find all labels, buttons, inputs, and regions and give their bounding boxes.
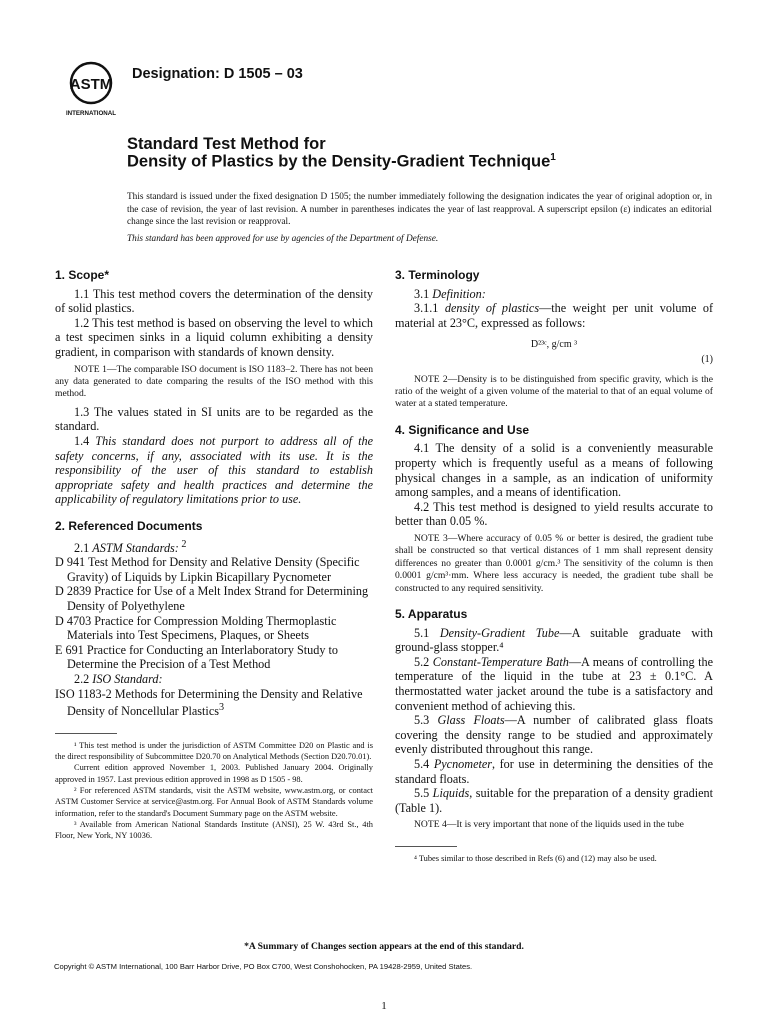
logo-text: ASTM (69, 76, 113, 93)
equation-number: (1) (701, 353, 713, 365)
ref-d941: D 941 Test Method for Density and Relative Density (Specific Gravity) of Liquids by Lipkin Bicapillary Pycnometer (55, 555, 360, 584)
para-1-4-text: This standard does not purport to address all of the safety concerns, if any, associated with its use. It is the responsibility of the user of this standard to establish appropriate safety and health practices and determine the applicability of regulatory limitations prior to use. (55, 433, 374, 507)
page-number: 1 (381, 1000, 387, 1012)
footnote-rule (55, 733, 117, 734)
section-scope-heading: 1. Scope* (55, 268, 110, 282)
para-3-1 (395, 287, 713, 302)
approval-statement: This standard has been approved for use by agencies of the Department of Defense. (127, 234, 439, 244)
ref-d2839: D 2839 Practice for Use of a Melt Index Strand for Determining Density of Polyethylene (55, 584, 369, 613)
section-apparatus-heading: 5. Apparatus (395, 606, 468, 621)
para-1-3: 1.3 The values stated in SI units are to be regarded as the standard. (55, 404, 373, 434)
para-5-1-text: —A suitable graduate with ground-glass stopper.⁴ (395, 625, 713, 655)
para-5-2 (395, 655, 713, 713)
para-3-1-num: 3.1 (414, 286, 433, 301)
section-terminology-heading: 3. Terminology (395, 268, 480, 282)
title-text: Density of Plastics by the Density-Gradient Technique (127, 152, 551, 171)
para-2-1-label: ASTM Standards: (92, 540, 179, 555)
footnote-rule-right (395, 846, 457, 847)
para-3-1-1-term: density of plastics (444, 301, 540, 316)
para-3-1-1 (395, 301, 713, 330)
para-5-1-num: 5.1 (414, 625, 440, 640)
para-2-2-num: 2.2 (74, 671, 93, 686)
title-line-2 (127, 152, 556, 172)
note-1: NOTE 1—The comparable ISO document is ISO 1183–2. There has not been any data generated to date comparing the results of the ISO method with this method. (55, 363, 373, 400)
para-5-5-text: , suitable for the preparation of a density gradient (Table 1). (395, 786, 713, 815)
density-formula: D²³ᶜ, g/cm ³ (530, 339, 578, 351)
copyright-line: Copyright © ASTM International, 100 Barr Harbor Drive, PO Box C700, West Conshohocken, PA 19428-2959, United States. (54, 962, 473, 971)
para-3-1-label: Definition: (432, 286, 486, 301)
para-1-2: 1.2 This test method is based on observing the level to which a test specimen sinks in a liquid column exhibiting a density gradient, in comparison with standards of known density. (55, 315, 373, 359)
para-5-4 (395, 757, 713, 786)
note-3: NOTE 3—Where accuracy of 0.05 % or better is desired, the gradient tube shall be constructed so that vertical distances of 1 mm shall represent density differences no greater than 0.0001 g/cm.³ The sensitivity of the column is then 0.0001 g/cm³·mm. Where less accuracy is needed, the gradient tube shall be constructed to any required sensitivity. (395, 532, 713, 594)
ref-iso1183 (55, 687, 373, 719)
para-5-3 (395, 713, 713, 757)
para-5-2-text: —A means of controlling the temperature of the liquid in the tube at 23 ± 0.1°C. A thermostatted water jacket around the tube is a satisfactory and convenient method of achieving this. (395, 654, 714, 713)
astm-logo (60, 56, 122, 118)
para-3-1-1-text: —the weight per unit volume of material at 23°C, expressed as follows: (395, 301, 714, 330)
para-1-4-num: 1.4 (74, 433, 96, 448)
para-2-2 (55, 672, 373, 687)
para-5-1-term: Density-Gradient Tube (439, 625, 560, 640)
para-5-4-text: , for use in determining the densities of the standard floats. (395, 756, 713, 786)
footnote-4: ⁴ Tubes similar to those described in Refs (6) and (12) may also be used. (414, 853, 657, 863)
note-4: NOTE 4—It is very important that none of the liquids used in the tube (414, 819, 684, 831)
title-footnote-mark: 1 (550, 152, 556, 163)
para-4-1: 4.1 The density of a solid is a conveniently measurable property which is frequently useful as a means of following physical changes in a sample, as an indication of uniformity among samples, and a means of identification. (395, 441, 713, 500)
para-2-1-sup: 2 (178, 538, 187, 550)
para-5-2-num: 5.2 (414, 654, 433, 669)
para-3-1-1-num: 3.1.1 (414, 301, 445, 316)
para-2-1 (55, 538, 373, 556)
ref-d4703: D 4703 Practice for Compression Molding Thermoplastic Materials into Test Specimens, Plaques, or Sheets (55, 613, 337, 643)
summary-of-changes-notice: *A Summary of Changes section appears at the end of this standard. (244, 941, 524, 952)
para-5-2-term: Constant-Temperature Bath (432, 654, 569, 669)
para-5-4-term: Pycnometer (433, 756, 493, 771)
footnote-1b: Current edition approved November 1, 2003. Published January 2004. Originally approved in 1957. Last previous edition approved in 1998 as D 1505 - 98. (55, 763, 373, 784)
para-2-2-label: ISO Standard: (92, 671, 163, 686)
para-5-3-term: Glass Floats (437, 713, 505, 728)
section-referenced-heading: 2. Referenced Documents (55, 518, 203, 533)
logo-subtext: INTERNATIONAL (65, 110, 117, 117)
para-2-1-num: 2.1 (74, 540, 93, 555)
para-5-3-num: 5.3 (414, 713, 438, 728)
para-5-5-num: 5.5 (414, 786, 433, 801)
ref-iso1183-text: ISO 1183-2 Methods for Determining the Density and Relative Density of Noncellular Plastics (55, 686, 363, 719)
designation: Designation: D 1505 – 03 (132, 66, 303, 82)
para-5-3-text: —A number of calibrated glass floats covering the density range to be studied and approximately evenly distributed throughout this range. (395, 713, 713, 757)
para-5-5-term: Liquids (432, 786, 470, 801)
para-1-4 (55, 434, 373, 507)
para-5-5 (395, 786, 713, 815)
footnote-2: ² For referenced ASTM standards, visit the ASTM website, www.astm.org, or contact ASTM Customer Service at service@astm.org. For Annual Book of ASTM Standards volume information, refer to the standard's Document Summary page on the ASTM website. (55, 785, 373, 818)
left-column (55, 268, 373, 841)
para-4-2: 4.2 This test method is designed to yield results accurate to better than 0.05 %. (395, 499, 713, 529)
right-column (395, 268, 713, 864)
para-1-1: 1.1 This test method covers the determination of the density of solid plastics. (55, 286, 373, 316)
para-5-1 (395, 626, 713, 655)
intro-paragraph: This standard is issued under the fixed designation D 1505; the number immediately following the designation indicates the year of original adoption or, in the case of revision, the year of last revision. A number in parentheses indicates the year of last reapproval. A superscript epsilon (ε) indicates an editorial change since the last revision or reapproval. (127, 192, 712, 228)
ref-e691: E 691 Practice for Conducting an Interlaboratory Study to Determine the Precision of a Test Method (55, 642, 338, 672)
note-2: NOTE 2—Density is to be distinguished from specific gravity, which is the ratio of the weight of a given volume of the material to that of an equal volume of water at a stated temperature. (395, 373, 713, 410)
para-5-4-num: 5.4 (414, 756, 434, 771)
footnote-3: ³ Available from American National Standards Institute (ANSI), 25 W. 43rd St., 4th Floor, New York, NY 10036. (55, 819, 373, 841)
section-significance-heading: 4. Significance and Use (395, 422, 530, 437)
ref-iso1183-sup: 3 (218, 702, 225, 714)
footnote-1: ¹ This test method is under the jurisdiction of ASTM Committee D20 on Plastic and is the direct responsibility of Subcommittee D20.70 on Analytical Methods (Section D20.70.01). (55, 740, 373, 762)
title-line-1: Standard Test Method for (127, 135, 326, 153)
